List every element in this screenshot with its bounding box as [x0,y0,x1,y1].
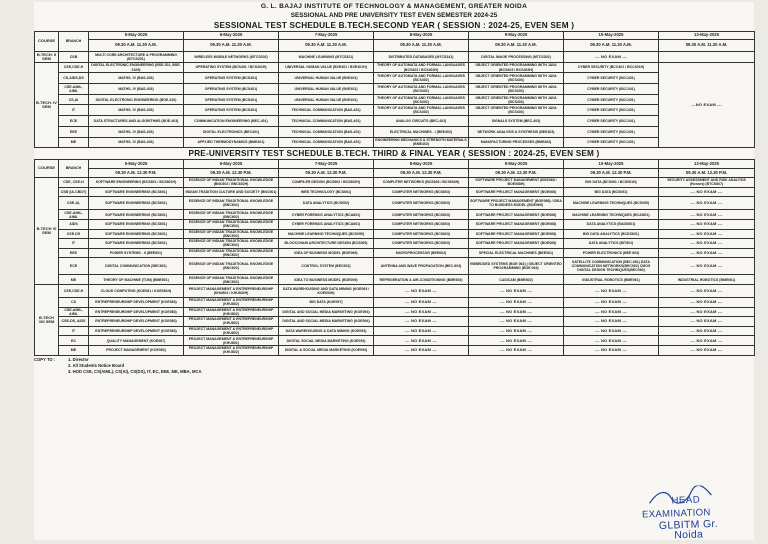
exam-cell: QUALITY MANAGEMENT (KOE087) [89,336,184,346]
date-header: 7-May-2025 [279,160,374,169]
branch-cell: CSE-AIML, AIML [59,307,89,317]
exam-cell: OPERATING SYSTEM (BCS401) [184,84,279,95]
exam-cell: CYBER SECURITY (BCC401) [564,94,659,105]
exam-cell: --- NO EXAM --- [659,336,755,346]
exam-cell: MATHS- IV (BAS-403) [89,73,184,84]
branch-cell: EEE [59,126,89,137]
exam-cell: COMMUNICATION ENGINEERING (BEC-401) [184,116,279,127]
exam-cell: ESSENCE OF INDIAN TRADITIONAL KNOWLEDGE (BNC602) [184,197,279,210]
branch-cell: EEE [59,248,89,258]
branch-cell: ECE [59,116,89,127]
table-row [35,40,755,52]
branch-cell: ME [59,137,89,148]
exam-cell: SOFTWARE ENGINEERING (BCS601) [89,239,184,249]
exam-cell: BIG DATA ANALYTICS (BCDS601) [564,229,659,239]
date-header: 8-May-2025 [374,32,469,40]
table-row [35,229,755,239]
exam-cell: DATA ANALYTICS (BIT601) [564,239,659,249]
exam-cell: --- NO EXAM --- [374,345,469,355]
exam-cell [659,52,755,63]
exam-cell: TECHNICAL COMMUNICATION (BAS-401) [279,126,374,137]
preuniv-title: PRE-UNIVERSITY TEST SCHEDULE B.TECH. THIRD & FINAL YEAR ( SESSION : 2024-25, EVEN SEM ) [188,149,600,159]
exam-cell: CYBER FORENSIC ANALYTICS (BCA601) [279,210,374,220]
time-header: 09.30 A.M. 11.30 A.M. [279,40,374,52]
exam-cell: SOFTWARE PROJECT MANAGEMENT (BOE068) / IDEA TO BUSINESS MODEL (BOE069) [469,197,564,210]
exam-cell: SOFTWARE PROJECT MANAGEMENT (BOE068) [469,219,564,229]
copy-to-label: COPY TO : [34,356,56,362]
exam-cell: ENTREPRENEURSHIP DEVELOPMENT (KOE083) [89,307,184,317]
exam-cell: SOFTWARE ENGINEERING (BCS601) [89,187,184,197]
exam-cell: OPERATING SYSTEM (BCS401) [184,94,279,105]
table-row [35,62,755,73]
exam-cell: BIG DATA (BCS061 / BCS061H) [564,178,659,188]
exam-cell: CLOUD COMPUTING (KOE081 / KOE081H) [89,284,184,297]
table-row [35,126,755,137]
exam-cell: ENTREPRENEURSHIP DEVELOPMENT (KOE083) [89,326,184,336]
exam-cell: DIGITAL ELECTRONIC ENGINEERING (BOE-310) [89,94,184,105]
exam-cell: --- NO EXAM --- [564,345,659,355]
exam-cell: COMPUTER NETWORKS (BCS603) [374,219,469,229]
time-header: 09.30 A.M. 11.30 A.M. [659,40,755,52]
exam-cell: UNIVERSAL HUMAN VALUE (BVE401) [279,84,374,95]
date-header: 9-May-2025 [469,160,564,169]
exam-cell: --- NO EXAM --- [659,197,755,210]
exam-cell: THEORY OF AUTOMATA AND FORMAL LANGUAGES (BCS402) [374,94,469,105]
course-header: COURSE [35,160,59,178]
exam-cell: ELECTRICAL MACHINES - I (BEE402) [374,126,469,137]
exam-cell: CYBER SECURITY (BCC401) [564,73,659,84]
exam-cell: SIGNALS SYSTEM (BEC-403) [469,116,564,127]
exam-cell: ESSENCE OF INDIAN TRADITIONAL KNOWLEDGE (BNC602) [184,275,279,285]
table-row [35,160,755,169]
exam-cell: POWER ELECTRONICS (BEE 603) [564,248,659,258]
stamp-line: HEAD [671,494,701,507]
exam-cell: --- NO EXAM --- [469,326,564,336]
table-row [35,178,755,188]
table-row [35,317,755,327]
exam-cell: OBJECT ORIENTED PROGRAMMING WITH JAVA (BCS403) [469,94,564,105]
exam-cell: ENGINEERING MECHANICS & STRENGTH MATERIALS (BME402) [375,138,467,147]
exam-cell: SPECIAL ELECTRICAL MACHINES (BEE061) [469,248,564,258]
exam-cell: WIRELESS MOBILE NETWORKS (MTCS202) [184,52,279,63]
sessional-table [34,31,755,148]
exam-cell: --- NO EXAM --- [659,229,755,239]
table-row [35,116,755,127]
exam-cell: SOFTWARE ENGINEERING (BCS601) [89,229,184,239]
exam-cell: CYBER SECURITY (BCC401) [564,137,659,148]
table-row [35,32,755,40]
exam-cell: --- NO EXAM --- [469,336,564,346]
exam-cell: ANALOG CIRCUITS (BEC-402) [374,116,469,127]
exam-cell: --- NO EXAM --- [564,317,659,327]
table-row [35,105,755,116]
table-row [35,345,755,355]
exam-cell: PROJECT MANAGEMENT & ENTREPRENEURSHIP (KHU802) [184,345,279,355]
date-header: 6-May-2025 [184,32,279,40]
exam-cell: ESSENCE OF INDIAN TRADITIONAL KNOWLEDGE (BNC602) [184,219,279,229]
exam-cell: CYBER SECURITY (BCC401) [564,116,659,127]
exam-cell: MATHS- IV (BAS-403) [89,105,184,116]
exam-cell: ESSENCE OF INDIAN TRADITIONAL KNOWLEDGE (BNC602) [184,258,279,275]
exam-cell: TECHNICAL COMMUNICATION (BAS-401) [279,116,374,127]
exam-cell: SOFTWARE ENGINEERING (BCS601) [89,210,184,220]
exam-cell: UNIVERSAL HUMAN VALUE (BVE401) [279,73,374,84]
branch-cell: CSE-DS [59,229,89,239]
exam-cell: --- NO EXAM --- [659,219,755,229]
exam-cell: OBJECT ORIENTED PROGRAMMING WITH JAVA (BCS403) [469,84,564,95]
exam-cell: DIGITAL AND SOCIAL MEDIA MARKETING (KOE094) [279,317,374,327]
time-header: 09.30 A.M. 12.30 P.M. [659,169,755,178]
exam-cell: BLOCKCHAIN ARCHITECTURE DESIGN (BCS065) [279,239,374,249]
exam-cell: --- NO EXAM --- [564,297,659,307]
branch-cell: IT [59,326,89,336]
course-cell: B.TECH VI SEM [35,178,59,285]
exam-cell: INDUSTRIAL ROBOTICS (BME061) [564,275,659,285]
exam-cell: --- NO EXAM --- [564,326,659,336]
table-row [35,307,755,317]
date-header: 13-May-2025 [659,32,755,40]
exam-cell: --- NO EXAM --- [469,297,564,307]
exam-cell: --- NO EXAM --- [659,258,755,275]
exam-cell: IDEA OF BUSINESS MODEL (BOE069) [279,248,374,258]
exam-cell: SOFTWARE PROJECT MANAGEMENT (BOE068 / BOE068H) [469,178,564,188]
exam-cell: ENTREPRENEURSHIP DEVELOPMENT (KOE083) [89,297,184,307]
exam-cell: COMPUTER NETWORKS (BCS603) [374,210,469,220]
exam-cell: ESSENCE OF INDIAN TRADITIONAL KNOWLEDGE (BNC602) [184,229,279,239]
exam-cell: --- NO EXAM --- [469,307,564,317]
branch-cell: CSE-AIML, AIML [59,210,89,220]
exam-cell: BIG DATA (KOE097) [279,297,374,307]
exam-cell: --- NO EXAM --- [564,336,659,346]
table-row [35,137,755,148]
exam-cell: CYBER SECURITY (BCC401 / BCC401H) [564,62,659,73]
branch-cell: IT [59,239,89,249]
exam-cell: --- NO EXAM --- [469,317,564,327]
exam-cell: REFRIGERATION & AIR-CONDITIONING (BME603) [374,275,469,285]
exam-cell: THEORY OF AUTOMATA AND FORMAL LANGUAGES (BCS402 / BCS402H) [374,62,469,73]
branch-cell: ME [59,345,89,355]
exam-cell: ESSENCE OF INDIAN TRADITIONAL KNOWLEDGE (BNC602 / BNC602H) [184,178,279,188]
branch-cell: ECE [59,258,89,275]
date-header: 5-May-2025 [89,160,184,169]
exam-cell: BIG DATA (BCS061) [564,187,659,197]
exam-cell: CYBER FORENSIC ANALYTICS (BCA601) [279,219,374,229]
branch-header: BRANCH [59,160,89,178]
exam-cell: MULTI CORE ARCHITECTURE & PROGRAMMING (BTCS201) [89,52,184,63]
exam-cell: --- NO EXAM --- [469,345,564,355]
time-header: 09.30 A.M. 12.30 P.M. [469,169,564,178]
time-header: 09.30 A.M. 11.30 A.M. [184,40,279,52]
table-row [35,169,755,178]
exam-cell: PROJECT MANAGEMENT & ENTREPRENEURSHIP (KHU802) [184,297,279,307]
exam-cell: SOFTWARE PROJECT MANAGEMENT (BOE068) [469,229,564,239]
exam-cell: DIGITAL IMAGE PROCESSING (MTCS302) [469,52,564,63]
table-row [35,84,755,95]
exam-cell: OBJECT ORIENTED PROGRAMMING WITH JAVA (BCS403 / BCS403H) [469,62,564,73]
table-row [35,219,755,229]
exam-cell: COMPUTER NETWORKS (BCS603) [374,197,469,210]
exam-cell: CYBER SECURITY (BCC401) [564,84,659,95]
table-row [35,258,755,275]
time-header: 09.30 A.M. 11.30 A.M. [374,40,469,52]
table-row [35,210,755,220]
exam-cell: TECHNICAL COMMUNICATION (BAS-401) [279,105,374,116]
exam-cell: SECURITY ASSESSMENT AND RISK ANALYSIS (Honors) (BTCS607) [659,178,755,188]
exam-cell: CYBER SECURITY (BCC401) [564,126,659,137]
stamp-line: GLBITM Gr. Noida [658,517,719,542]
course-cell: B.TECH. IV SEM [35,62,59,148]
branch-cell: CS,AIDS,DS [59,73,89,84]
exam-cell: MATHS- IV (BAS-403) [89,137,184,148]
exam-cell: THEORY OF MACHINE (TOM) (BME601) [89,275,184,285]
exam-cell: DATA STRUCTURES AND ALGORITHMS (BOE-403) [89,116,184,127]
branch-cell: ME [59,275,89,285]
exam-cell: MACHINE LEARNING (MTCS321) [279,52,374,63]
exam-cell: DATA WAREHOUSING & DATA MINING (KOE093) [279,326,374,336]
exam-cell: COMPUTER NETWORKS (BCS603) [374,239,469,249]
exam-cell: ---NO EXAM --- [659,62,755,148]
branch-cell: EC [59,336,89,346]
exam-cell: DISTRIBUTED DATABASES (MTCS341) [374,52,469,63]
time-header: 09.30 A.M. 12.30 P.M. [374,169,469,178]
table-row [35,336,755,346]
exam-cell: THEORY OF AUTOMATA AND FORMAL LANGUAGES (BCS402) [374,73,469,84]
branch-cell: CSE-AI, [59,197,89,210]
date-header: 5-May-2025 [89,32,184,40]
exam-cell: --- NO EXAM --- [564,52,659,63]
branch-cell: CSE,CSE-H [59,284,89,297]
time-header: 09.30 A.M. 12.30 P.M. [184,169,279,178]
exam-cell: DATA ANALYTICS (BCS052) [279,197,374,210]
preuniv-table [34,159,755,355]
sessional-title: SESSIONAL TEST SCHEDULE B.TECH.SECOND YEAR ( SESSION : 2024-25, EVEN SEM ) [213,21,575,30]
branch-cell: CSE-AIML, AIML [59,84,89,95]
exam-cell: DIGITAL ELECTRONIC ENGINEERING (BSE-201, BSE-2109) [89,62,184,73]
exam-title: SESSIONAL AND PRE UNIVERSITY TEST EVEN SEMESTER 2024-25 [290,12,498,19]
exam-cell: --- NO EXAM --- [564,284,659,297]
exam-cell: --- NO EXAM --- [564,307,659,317]
exam-cell: MICROPROCESSOR (BEE602) [374,248,469,258]
table-row [35,187,755,197]
exam-cell: --- NO EXAM --- [659,326,755,336]
exam-cell: IDEA TO BUSINESS MODEL (BOE069) [279,275,374,285]
exam-cell: DIGITAL AND SOCIAL MEDIA MARKETING (KOE094) [279,307,374,317]
exam-cell: DATA ANALYTICS (BADS601) [564,219,659,229]
date-header: 6-May-2025 [184,160,279,169]
exam-cell: MACHINE LEARNING TECHNIQUES (BCAI601) [564,210,659,220]
exam-cell: NETWORK ANALYSIS & SYNTHESIS (BEE403) [469,126,564,137]
course-cell: B.TECH VIII SEM [35,284,59,355]
table-row [35,73,755,84]
exam-cell: MATHS- IV (BAS-403) [89,126,184,137]
time-header: 09.30 A.M. 12.30 P.M. [564,169,659,178]
date-header: 7-May-2025 [279,32,374,40]
exam-cell: SATELLITE COMMUNICATION (BEC-061) DATA COMMUNICATION NETWORKS(BEC062) CMOS DIGITAL DESIGN TECHNIQUES(BEC063) [564,258,659,275]
exam-cell: MATHS- IV (BAS-403) [89,84,184,95]
exam-cell: OPERATING SYSTEM (BCS401) [184,105,279,116]
copy-to-item: 3. HOD CSE, CS(AIML), CS(AI), CS(DS), IT, EC, EEE, ME, MBA, MCA [68,368,202,374]
date-header: 9-May-2025 [469,32,564,40]
branch-cell: CSB [59,52,89,63]
time-header: 09.30 A.M. 11.30 A.M. [89,40,184,52]
branch-cell: AIDS [59,219,89,229]
time-header: 09.30 A.M. 12.30 P.M. [89,169,184,178]
timetable-document [34,2,754,540]
exam-cell: OBJECT ORIENTED PROGRAMMING WITH JAVA (BCS403) [469,73,564,84]
date-header: 10-May-2025 [564,32,659,40]
exam-cell: ESSENCE OF INDIAN TRADITIONAL KNOWLEDGE (BNC602) [184,248,279,258]
exam-cell: --- NO EXAM --- [659,239,755,249]
exam-cell: --- NO EXAM --- [659,317,755,327]
exam-cell: OPERATING SYSTEM (BCS401) [184,73,279,84]
exam-cell: --- NO EXAM --- [659,248,755,258]
exam-cell: THEORY OF AUTOMATA AND FORMAL LANGUAGES (BCS402) [374,84,469,95]
exam-cell: SOFTWARE ENGINEERING (BCS601) [89,219,184,229]
time-header: 09.30 A.M. 11.30 A.M. [564,40,659,52]
date-header: 10-May-2025 [564,160,659,169]
branch-cell: IT [59,105,89,116]
branch-cell: CSB (IA-CBDT) [59,187,89,197]
exam-cell: COMPUTER NETWORKS (BCS603) [374,229,469,239]
branch-header: BRANCH [59,32,89,52]
branch-cell: CSE-DS, AIDS [59,317,89,327]
branch-cell: CSE,CSE-H [59,62,89,73]
exam-cell: ENTREPRENEURSHIP DEVELOPMENT (KOE083) [89,317,184,327]
exam-cell: SOFTWARE PROJECT MANAGEMENT (BOE068) [469,210,564,220]
table-row [35,197,755,210]
exam-cell: CYBER SECURITY (BCC401) [564,105,659,116]
exam-cell: MACHINE LEARNING TECHNIQUES (BCS055) [279,229,374,239]
exam-cell: PROJECT MANAGEMENT & ENTREPRENEURSHIP (KHU802 / KHU802H) [184,284,279,297]
exam-cell: SOFTWARE ENGINEERING (BCS601 / BCS601H) [89,178,184,188]
exam-cell: CONTROL SYSTEM (BEC602) [279,258,374,275]
copy-to-item: 2. All Students Notice Board [68,362,125,368]
table-row [35,239,755,249]
copy-to [34,357,754,375]
exam-cell: --- NO EXAM --- [374,307,469,317]
exam-cell: --- NO EXAM --- [659,210,755,220]
exam-cell: PROJECT MANAGEMENT & ENTREPRENEURSHIP (KHU802) [184,317,279,327]
exam-cell: OPERATING SYSTEM (BCS401 / BCS401H) [184,62,279,73]
exam-cell: SOFTWARE PROJECT MANAGEMENT (BOE068) [469,187,564,197]
table-row [35,94,755,105]
time-header: 09.30 A.M. 12.30 P.M. [279,169,374,178]
exam-cell: DIGITAL & SOCIAL MEDIA MARKETING (KOE094) [279,345,374,355]
branch-cell: CS,AI [59,94,89,105]
exam-cell: DIGITAL ELECTRONICS (BEC401) [184,126,279,137]
exam-cell: --- NO EXAM --- [374,326,469,336]
exam-cell: --- NO EXAM --- [374,284,469,297]
exam-cell: COMPUTER NETWORKS (BCS603 / BCS603H) [374,178,469,188]
table-row [35,297,755,307]
table-row [35,326,755,336]
table-row [35,248,755,258]
copy-to-item: 1. Director [68,356,89,362]
course-cell: B.TECH. II SEM [35,52,59,63]
table-row [35,52,755,63]
exam-cell: COMPUTER NETWORKS (BCS603) [374,187,469,197]
branch-cell: CSE, CSE-H [59,178,89,188]
institute-title: G. L. BAJAJ INSTITUTE OF TECHNOLOGY & MANAGEMENT, GREATER NOIDA [260,3,528,10]
exam-cell: ESSENCE OF INDIAN TRADITIONAL KNOWLEDGE (BNC602) [184,239,279,249]
exam-cell: PROJECT MANAGEMENT (KOE082) [89,345,184,355]
exam-cell: SOFTWARE PROJECT MANAGEMENT (BOE068) [469,239,564,249]
time-header: 09.30 A.M. 11.30 A.M. [469,40,564,52]
exam-cell: UNIVERSAL HUMAN VALUE (BVE401 / BVE401H) [279,62,374,73]
exam-cell: MACHINE LEARNING TECHNIQUES (BCS055) [564,197,659,210]
exam-cell: WEB TECHNOLOGY (BCS601) [279,187,374,197]
examination-stamp [639,488,733,542]
exam-cell: DIGITAL SOCIAL MEDIA MARKETING (KOE094) [279,336,374,346]
exam-cell: PROJECT MANAGEMENT & ENTREPRENEURSHIP (KHU802) [184,336,279,346]
exam-cell: APPLIED THERMODYNAMICS (BME401) [184,137,279,148]
exam-cell: OBJECT ORIENTED PROGRAMMING WITH JAVA (BCS403) [469,105,564,116]
table-row [35,275,755,285]
exam-cell: PROJECT MANAGEMENT & ENTREPRENEURSHIP (KHU802) [184,326,279,336]
exam-cell: --- NO EXAM --- [659,284,755,297]
exam-cell: MANUFACTURING PROCESSES (BME403) [469,137,564,148]
exam-cell: PROJECT MANAGEMENT & ENTREPRENEURSHIP (KHU802) [184,307,279,317]
date-header: 8-May-2025 [374,160,469,169]
date-header: 13-May-2025 [659,160,755,169]
exam-cell: --- NO EXAM --- [659,297,755,307]
exam-cell: INDIAN TRADITION CULTURE AND SOCIETY (BNC601) [184,187,279,197]
exam-cell: TECHNICAL COMMUNICATION (BAS-401) [279,137,374,148]
exam-cell: --- NO EXAM --- [659,307,755,317]
exam-cell: EMBEDDED SYSTEMS (BOE 062) | OBJECT ORIENTED PROGRAMMING (BOE 064) [469,258,564,275]
exam-cell: ANTENNA AND WAVE PROPAGATION (BEC-603) [374,258,469,275]
table-row [35,284,755,297]
exam-cell: THEORY OF AUTOMATA AND FORMAL LANGUAGES (BCS402) [374,105,469,116]
exam-cell: --- NO EXAM --- [659,187,755,197]
exam-cell: --- NO EXAM --- [374,336,469,346]
exam-cell: COMPILER DESIGN (BCS602 / BCS602H) [279,178,374,188]
course-header: COURSE [35,32,59,52]
exam-cell: UNIVERSAL HUMAN VALUE (BVE401) [279,94,374,105]
exam-cell: DATA WAREHOUSING AND DATA MINING (KOE093 / KOE093H) [279,284,374,297]
exam-cell: SOFTWARE ENGINEERING (BCS601) [89,197,184,210]
exam-cell: --- NO EXAM --- [374,317,469,327]
exam-cell: INDUSTRIAL ROBOTICS (BME061) [659,275,755,285]
exam-cell: --- NO EXAM --- [659,345,755,355]
exam-cell: POWER SYSTEMS - II (BEE601) [89,248,184,258]
exam-cell: --- NO EXAM --- [469,284,564,297]
exam-cell: ESSENCE OF INDIAN TRADITIONAL KNOWLEDGE (BNC602) [184,210,279,220]
exam-cell: --- NO EXAM --- [374,297,469,307]
branch-cell: CS [59,297,89,307]
exam-cell: DIGITAL COMMUNICATION (BEC601) [89,258,184,275]
stamp-line: EXAMINATION [641,507,711,521]
exam-cell: CAD/CAM (BME602) [469,275,564,285]
